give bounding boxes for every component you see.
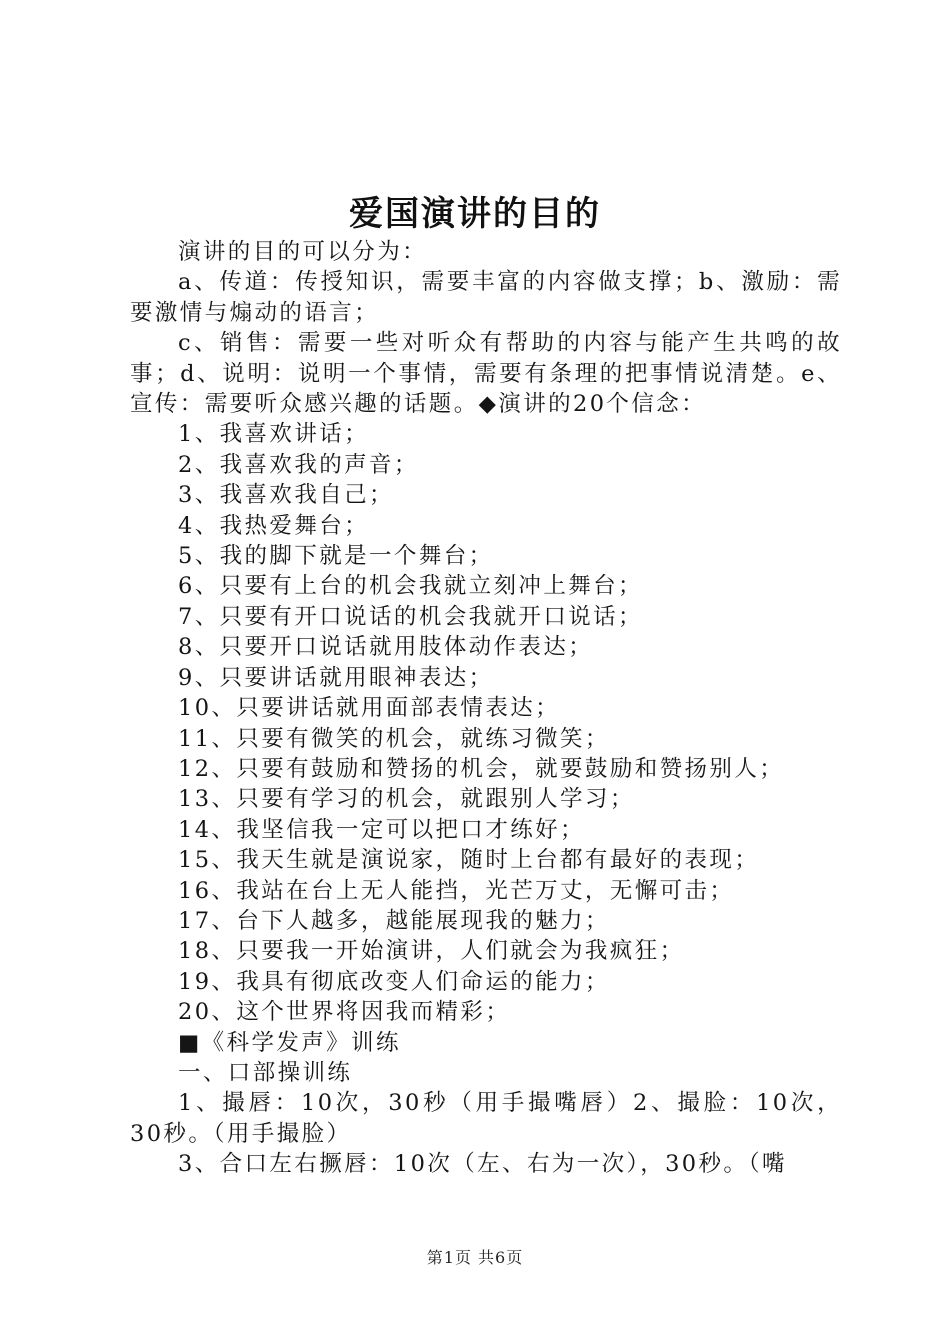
list-item: 12、只要有鼓励和赞扬的机会，就要鼓励和赞扬别人； xyxy=(178,755,785,782)
list-item: 8、只要开口说话就用肢体动作表达； xyxy=(178,634,594,661)
list-item: 19、我具有彻底改变人们命运的能力； xyxy=(178,968,610,995)
page-footer: 第1页 共6页 xyxy=(426,1248,524,1267)
list-item: 3、我喜欢我自己； xyxy=(178,482,394,509)
list-item: 11、只要有微笑的机会，就练习微笑； xyxy=(178,725,610,752)
paragraph: a、传道：传授知识，需要丰富的内容做支撑；b、激励：需要激情与煽动的语言； xyxy=(130,269,842,326)
list-item: 5、我的脚下就是一个舞台； xyxy=(178,543,494,570)
paragraph: 演讲的目的可以分为： xyxy=(178,239,428,265)
list-item: 2、我喜欢我的声音； xyxy=(178,451,419,478)
list-item: 1、我喜欢讲话； xyxy=(178,421,370,448)
document-body xyxy=(130,237,842,1180)
section-heading: ■《科学发声》训练 xyxy=(178,1029,401,1056)
list-item: 6、只要有上台的机会我就立刻冲上舞台； xyxy=(178,573,643,600)
paragraph: c、销售：需要一些对听众有帮助的内容与能产生共鸣的故事；d、说明：说明一个事情，需要有条理的把事情说清楚。e、宣传：需要听众感兴趣的话题。◆演讲的20个信念： xyxy=(130,330,842,418)
section-heading: 一、口部操训练 xyxy=(178,1059,353,1086)
list-item: 15、我天生就是演说家，随时上台都有最好的表现； xyxy=(178,847,760,874)
list-item: 16、我站在台上无人能挡，光芒万丈，无懈可击； xyxy=(178,877,735,904)
list-item: 4、我热爱舞台； xyxy=(178,512,370,539)
list-item: 18、只要我一开始演讲，人们就会为我疯狂； xyxy=(178,938,685,965)
list-item: 10、只要讲话就用面部表情表达； xyxy=(178,695,561,722)
list-item: 20、这个世界将因我而精彩； xyxy=(178,999,511,1026)
document-title: 爱国演讲的目的 xyxy=(349,194,601,234)
list-item: 17、台下人越多，越能展现我的魅力； xyxy=(178,907,610,934)
list-item: 14、我坚信我一定可以把口才练好； xyxy=(178,816,585,843)
list-item: 9、只要讲话就用眼神表达； xyxy=(178,664,494,691)
list-item: 7、只要有开口说话的机会我就开口说话； xyxy=(178,603,643,630)
paragraph: 3、合口左右撅唇：10次（左、右为一次），30秒。（嘴 xyxy=(178,1151,787,1178)
list-item: 13、只要有学习的机会，就跟别人学习； xyxy=(178,786,635,813)
paragraph: 1、撮唇：10次，30秒（用手撮嘴唇）2、撮脸：10次，30秒。（用手撮脸） xyxy=(130,1090,842,1147)
